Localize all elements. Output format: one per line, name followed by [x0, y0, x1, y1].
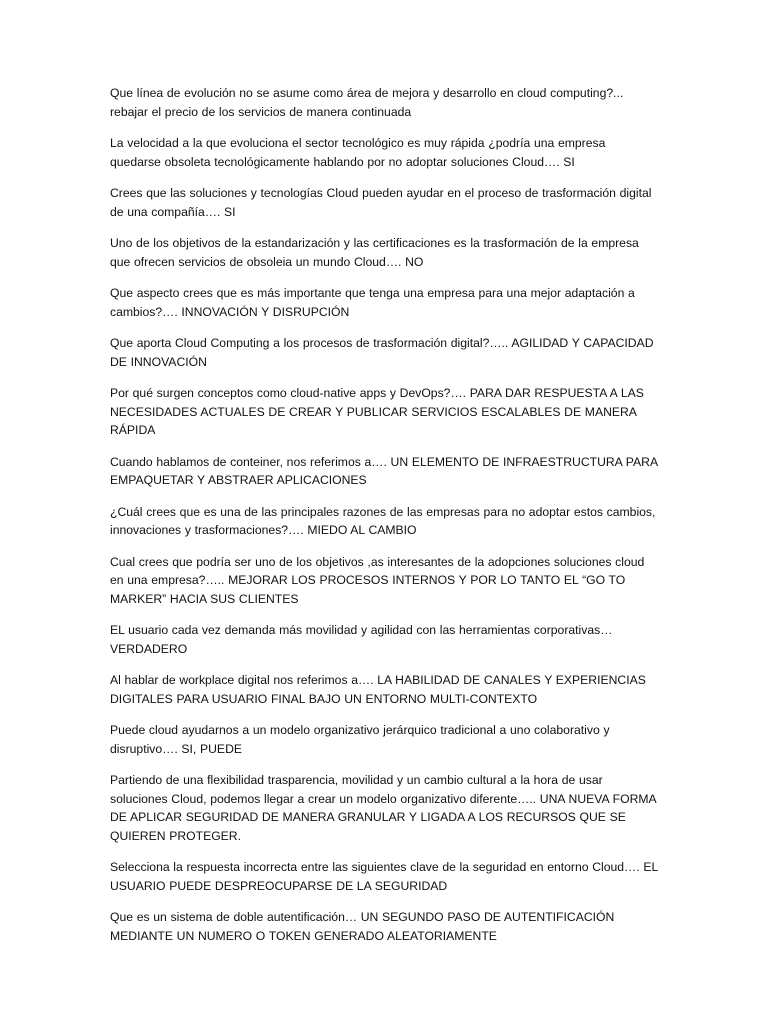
qa-paragraph-3: Crees que las soluciones y tecnologías Cloud pueden ayudar en el proceso de trasformación digital de una compañía…. SI — [110, 186, 652, 219]
qa-paragraph-12: Al hablar de workplace digital nos referimos a…. LA HABILIDAD DE CANALES Y EXPERIENCIAS DIGITALES PARA USUARIO FINAL BAJO UN ENTORNO MULTI-CONTEXTO — [110, 673, 646, 706]
qa-paragraph-2: La velocidad a la que evoluciona el sector tecnológico es muy rápida ¿podría una empresa quedarse obsoleta tecnológicamente hablando por no adoptar soluciones Cloud…. SI — [110, 136, 606, 169]
qa-paragraph-7: Por qué surgen conceptos como cloud-native apps y DevOps?…. PARA DAR RESPUESTA A LAS NECESIDADES ACTUALES DE CREAR Y PUBLICAR SERVICIOS ESCALABLES DE MANERA RÁPIDA — [110, 386, 644, 437]
document-body — [110, 84, 658, 958]
qa-paragraph-11: EL usuario cada vez demanda más movilidad y agilidad con las herramientas corporativas… VERDADERO — [110, 623, 613, 656]
qa-paragraph-16: Que es un sistema de doble autentificación… UN SEGUNDO PASO DE AUTENTIFICACIÓN MEDIANTE UN NUMERO O TOKEN GENERADO ALEATORIAMENTE — [110, 910, 615, 943]
qa-paragraph-5: Que aspecto crees que es más importante que tenga una empresa para una mejor adaptación a cambios?…. INNOVACIÓN Y DISRUPCIÓN — [110, 286, 635, 319]
qa-paragraph-13: Puede cloud ayudarnos a un modelo organizativo jerárquico tradicional a uno colaborativo y disruptivo…. SI, PUEDE — [110, 723, 610, 756]
qa-paragraph-8: Cuando hablamos de conteiner, nos referimos a…. UN ELEMENTO DE INFRAESTRUCTURA PARA EMPAQUETAR Y ABSTRAER APLICACIONES — [110, 454, 658, 487]
qa-paragraph-15: Selecciona la respuesta incorrecta entre las siguientes clave de la seguridad en entorno Cloud…. EL USUARIO PUEDE DESPREOCUPARSE DE LA SEGURIDAD — [110, 860, 658, 893]
qa-paragraph-10: Cual crees que podría ser uno de los objetivos ,as interesantes de la adopciones soluciones cloud en una empresa?….. MEJORAR LOS PROCESOS INTERNOS Y POR LO TANTO EL “GO TO MARKER” HACIA SUS CLIENTES — [110, 554, 645, 606]
qa-paragraph-6: Que aporta Cloud Computing a los procesos de trasformación digital?….. AGILIDAD Y CAPACIDAD DE INNOVACIÓN — [110, 336, 654, 369]
qa-paragraph-14: Partiendo de una flexibilidad trasparencia, movilidad y un cambio cultural a la hora de usar soluciones Cloud, podemos llegar a crear un modelo organizativo diferente….. UNA NUEVA FORMA DE APLICAR SEGURIDAD DE MANERA GRANULAR Y LIGADA A LOS RECURSOS QUE SE QUIEREN PROTEGER. — [110, 773, 656, 843]
qa-paragraph-4: Uno de los objetivos de la estandarización y las certificaciones es la trasformación de la empresa que ofrecen servicios de obsoleia un mundo Cloud…. NO — [110, 236, 639, 269]
qa-paragraph-9: ¿Cuál crees que es una de las principales razones de las empresas para no adoptar estos cambios, innovaciones y trasformaciones?…. MIEDO AL CAMBIO — [110, 504, 656, 537]
qa-paragraph-1: Que línea de evolución no se asume como área de mejora y desarrollo en cloud computing?... rebajar el precio de los servicios de manera continuada — [110, 86, 624, 119]
